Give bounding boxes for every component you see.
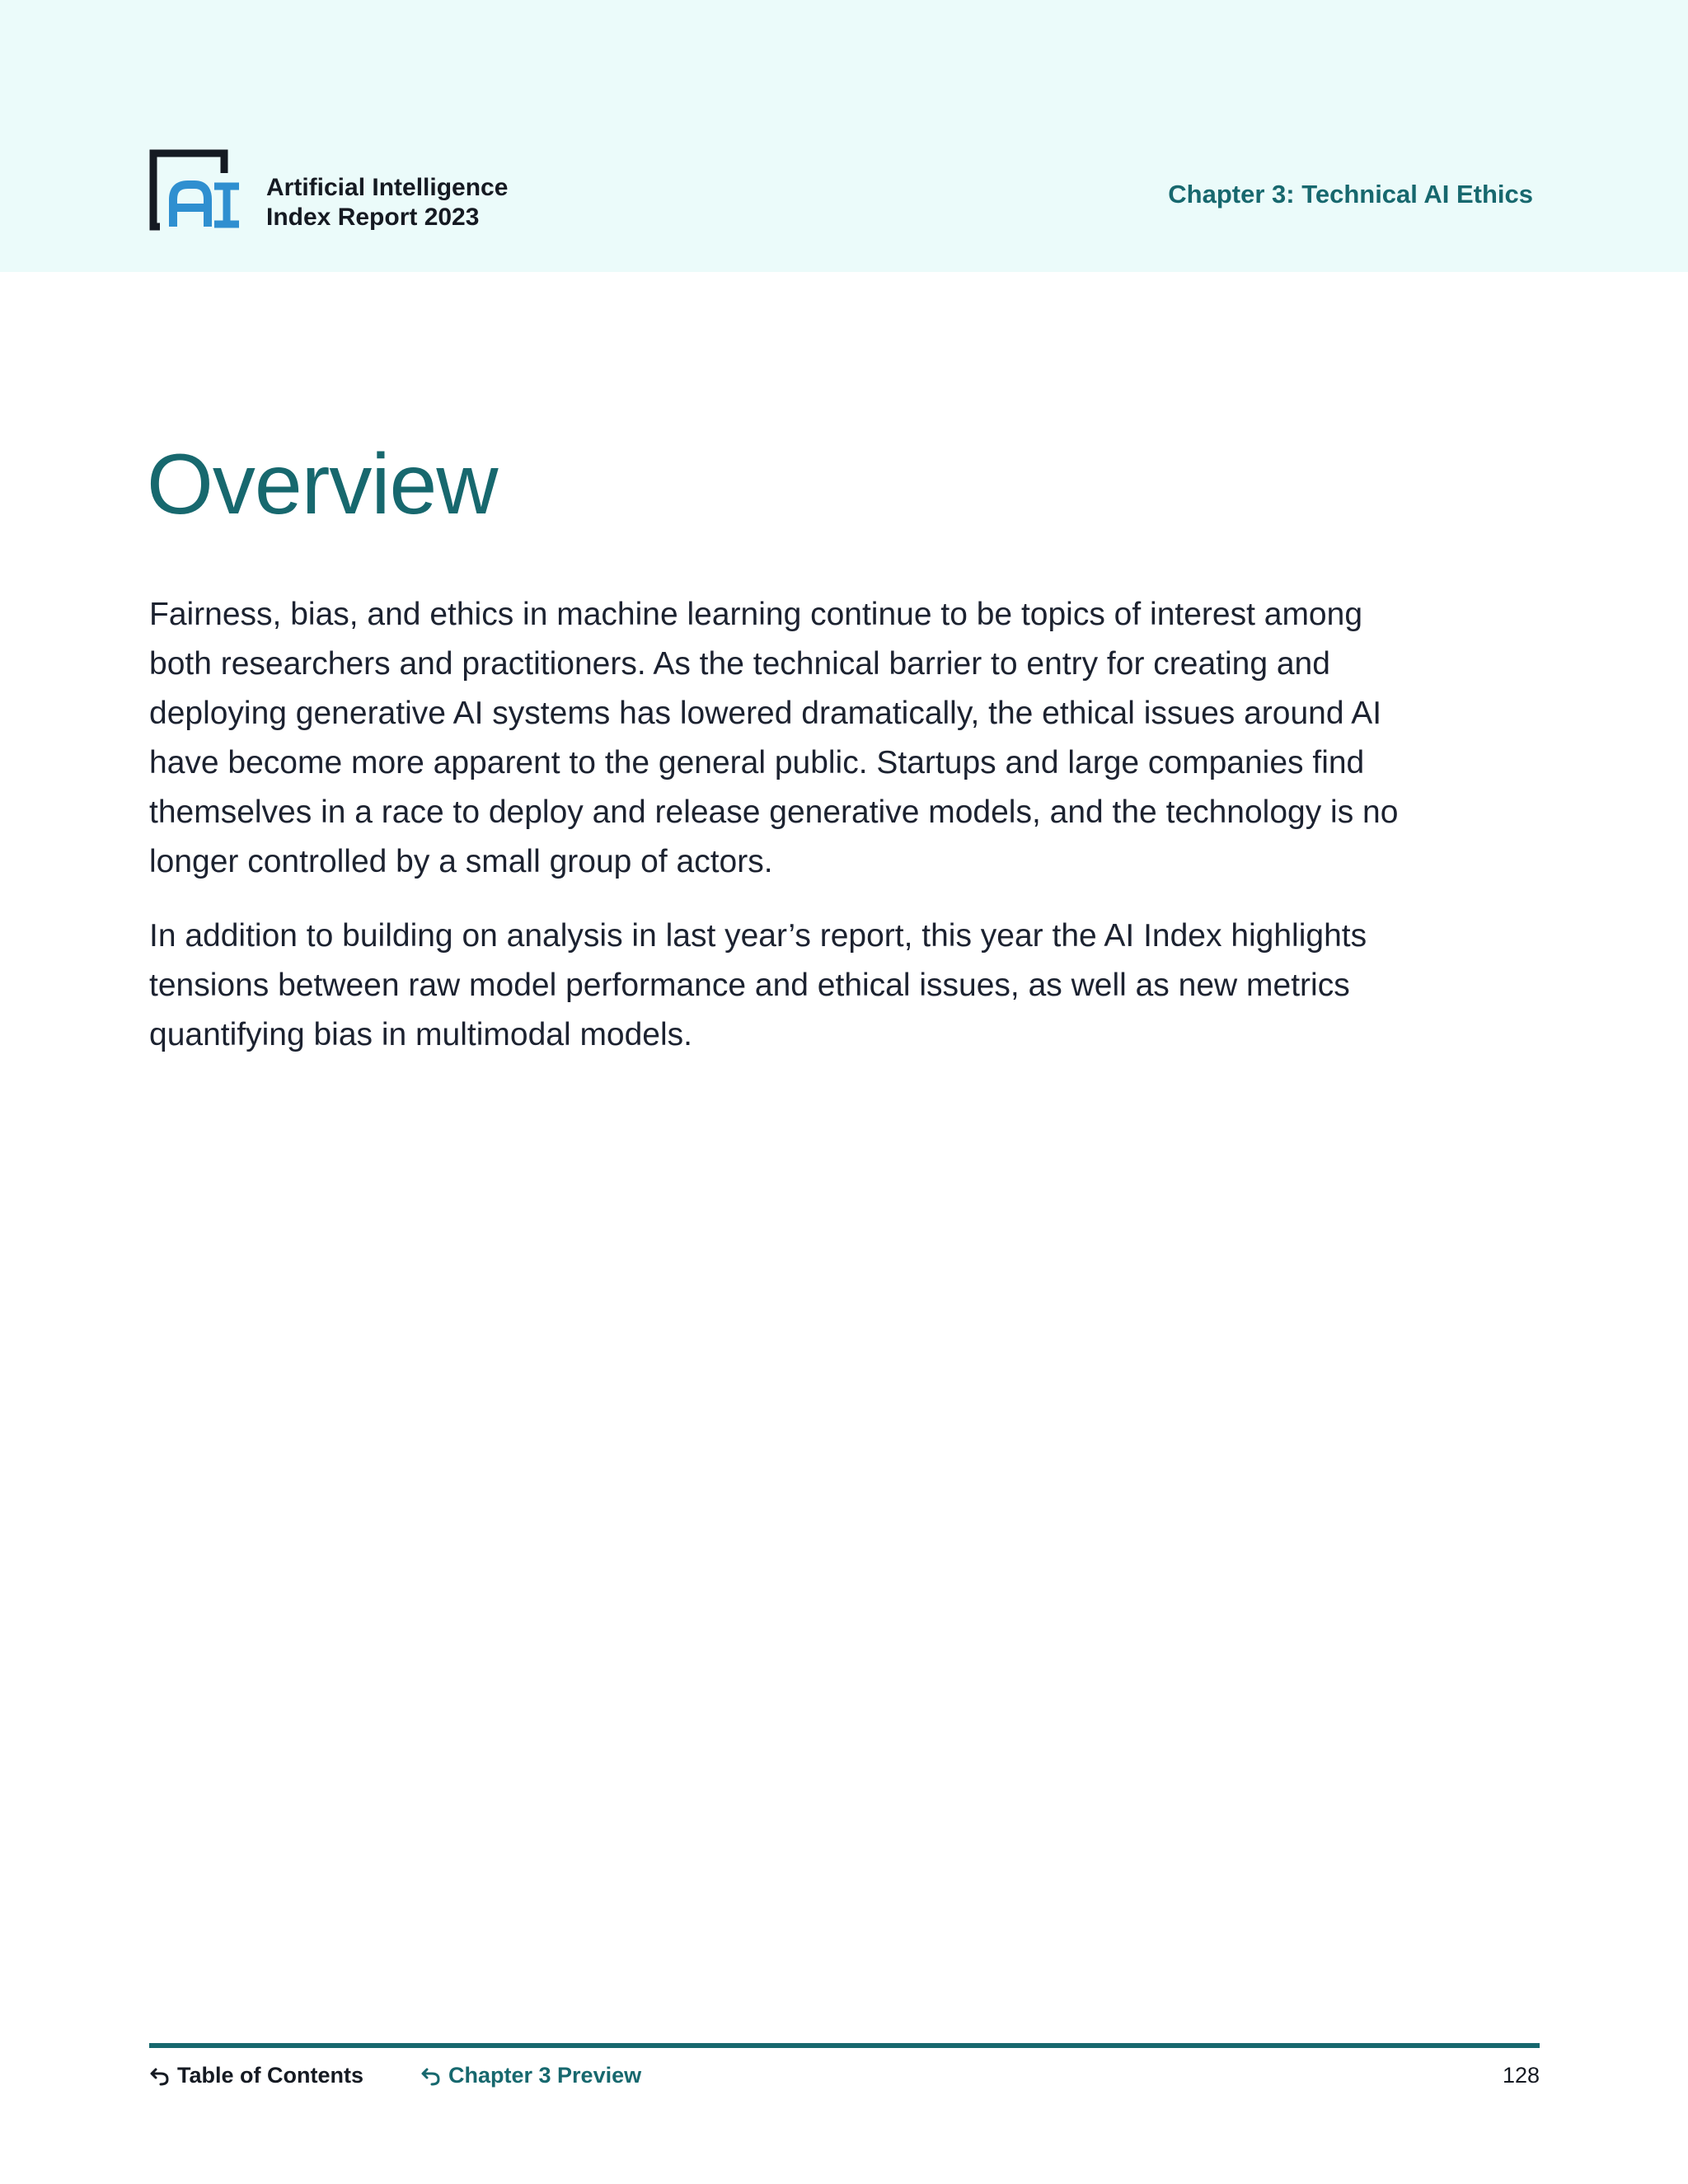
- ai-index-logo: [148, 148, 241, 231]
- chapter-preview-link[interactable]: [420, 2060, 641, 2090]
- page-number: 128: [1502, 2063, 1540, 2088]
- footer-divider: [149, 2043, 1540, 2048]
- paragraph-2: In addition to building on analysis in last year’s report, this year the AI Index highlights tensions between raw model performance and ethical issues, as well as new metrics quantifying bias in multimodal models.: [149, 918, 1367, 1052]
- toc-label: Table of Contents: [177, 2063, 363, 2088]
- report-brand: [266, 173, 508, 232]
- return-arrow-icon: [149, 2064, 171, 2086]
- paragraph-1: Fairness, bias, and ethics in machine learning continue to be topics of interest among both researchers and practitioners. As the technical barrier to entry for creating and deploying generative AI systems has lowered dramatically, the ethical issues around AI have become more apparent to the general public. Startups and large companies find themselves in a race to deploy and release generative models, and the technology is no longer controlled by a small group of actors.: [149, 597, 1399, 879]
- header-band: [0, 0, 1688, 272]
- table-of-contents-link[interactable]: [149, 2060, 363, 2090]
- brand-line-1: Artificial Intelligence: [266, 174, 509, 201]
- brand-line-2: Index Report 2023: [266, 204, 480, 231]
- return-arrow-icon: [420, 2064, 442, 2086]
- chapter-preview-label: Chapter 3 Preview: [448, 2063, 642, 2088]
- page-title: Overview: [147, 437, 498, 532]
- body-text: [149, 590, 1402, 1085]
- chapter-title: Chapter 3: Technical AI Ethics: [1168, 180, 1533, 209]
